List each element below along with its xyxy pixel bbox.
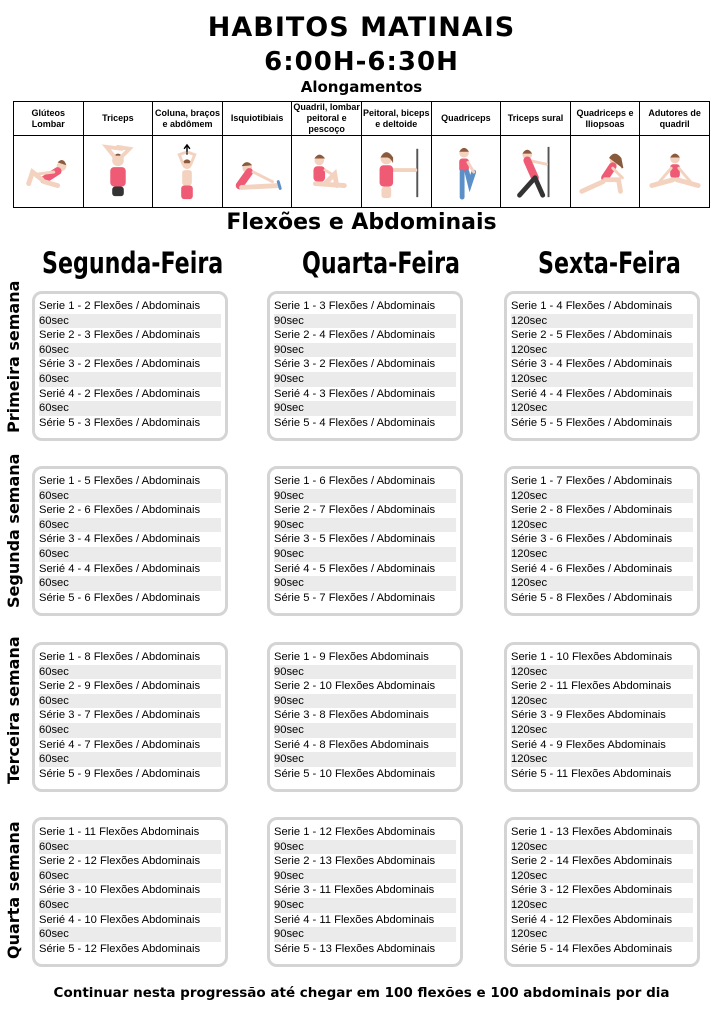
standing-quad-stretch-icon	[437, 141, 495, 203]
set-line: Série 5 - 7 Flexões / Abdominais	[274, 591, 436, 604]
rest-interval: 90sec	[274, 694, 456, 709]
set-line: Serie 2 - 12 Flexões Abdominais	[39, 855, 201, 868]
rest-interval: 90sec	[274, 343, 456, 358]
rest-interval: 90sec	[274, 840, 456, 855]
stretch-figure-cell	[640, 136, 710, 208]
workout-card-week2-friday	[504, 466, 700, 616]
set-line: Série 5 - 11 Flexões Abdominais	[511, 767, 672, 780]
stretch-section-title: Alongamentos	[300, 78, 423, 96]
set-line: Serie 1 - 7 Flexões / Abdominais	[511, 475, 673, 487]
rest-interval: 90sec	[274, 518, 456, 533]
stretch-label: Isquiotibiais	[222, 102, 292, 136]
rest-interval: 120sec	[511, 401, 693, 416]
rest-interval: 120sec	[511, 840, 693, 855]
rest-interval: 90sec	[274, 665, 456, 680]
stretch-figure-cell	[83, 136, 153, 208]
set-line: Série 3 - 2 Flexões / Abdominais	[274, 358, 436, 371]
set-line: Serie 1 - 8 Flexões / Abdominais	[39, 651, 201, 663]
workout-card-week4-friday	[504, 817, 700, 967]
set-line: Serie 1 - 11 Flexões Abdominais	[39, 826, 200, 838]
workout-card-week4-monday	[32, 817, 228, 967]
set-line: Serie 1 - 6 Flexões / Abdominais	[274, 475, 436, 487]
seated-glute-stretch-icon	[19, 141, 77, 203]
set-line: Serie 2 - 8 Flexões / Abdominais	[511, 504, 673, 517]
rest-interval: 60sec	[39, 752, 221, 767]
lunge-hip-flexor-stretch-icon	[576, 141, 634, 203]
set-line: Serie 2 - 5 Flexões / Abdominais	[511, 329, 673, 342]
rest-interval: 120sec	[511, 576, 693, 591]
set-line: Série 5 - 5 Flexões / Abdominais	[511, 416, 673, 429]
rest-interval: 90sec	[274, 869, 456, 884]
set-line: Serié 4 - 4 Flexões / Abdominais	[511, 387, 673, 400]
rest-interval: 120sec	[511, 927, 693, 942]
rest-interval: 90sec	[274, 576, 456, 591]
set-line: Serie 2 - 11 Flexões Abdominais	[511, 680, 672, 693]
set-line: Serié 4 - 2 Flexões / Abdominais	[39, 387, 201, 400]
rest-interval: 120sec	[511, 489, 693, 504]
workout-card-week1-monday	[32, 291, 228, 441]
rest-interval: 60sec	[39, 898, 221, 913]
set-line: Série 3 - 8 Flexões Abdominais	[274, 709, 429, 722]
set-line: Série 5 - 6 Flexões / Abdominais	[39, 591, 201, 604]
workout-card-week3-wednesday	[267, 642, 463, 792]
set-line: Serie 1 - 3 Flexões / Abdominais	[274, 300, 436, 312]
week-label: Terceira semana	[4, 636, 23, 784]
set-line: Série 5 - 12 Flexões Abdominais	[39, 942, 201, 955]
stretch-figure-cell	[14, 136, 84, 208]
wall-calf-stretch-icon	[506, 141, 564, 203]
workout-card-week3-monday	[32, 642, 228, 792]
workout-card-week4-wednesday	[267, 817, 463, 967]
set-line: Serie 1 - 9 Flexões Abdominais	[274, 651, 429, 663]
rest-interval: 90sec	[274, 314, 456, 329]
set-line: Serié 4 - 8 Flexões Abdominais	[274, 738, 429, 751]
rest-interval: 60sec	[39, 869, 221, 884]
rest-interval: 60sec	[39, 694, 221, 709]
section-title: Flexões e Abdominais	[226, 210, 497, 235]
set-line: Serie 2 - 4 Flexões / Abdominais	[274, 329, 436, 342]
wall-chest-stretch-icon	[367, 141, 425, 203]
set-line: Série 5 - 10 Flexões Abdominais	[274, 767, 436, 780]
set-line: Série 3 - 4 Flexões / Abdominais	[39, 533, 201, 546]
set-line: Série 3 - 11 Flexões Abdominais	[274, 884, 435, 897]
set-line: Serié 4 - 9 Flexões Abdominais	[511, 738, 666, 751]
day-header-monday: Segunda-Feira	[42, 246, 224, 280]
stretch-label: Triceps	[83, 102, 153, 136]
overhead-triceps-stretch-icon	[89, 141, 147, 203]
stretch-table	[13, 101, 710, 208]
stretch-figure-cell	[153, 136, 223, 208]
set-line: Serie 1 - 2 Flexões / Abdominais	[39, 300, 201, 312]
page-title: HABITOS MATINAIS	[207, 12, 516, 43]
rest-interval: 120sec	[511, 372, 693, 387]
rest-interval: 90sec	[274, 927, 456, 942]
set-line: Serié 4 - 12 Flexões Abdominais	[511, 913, 673, 926]
stretch-label: Glúteos Lombar	[14, 102, 84, 136]
stretch-label: Triceps sural	[501, 102, 571, 136]
set-line: Serie 2 - 9 Flexões / Abdominais	[39, 680, 201, 693]
week-label: Quarta semana	[4, 821, 23, 959]
stretch-label: Quadriceps	[431, 102, 501, 136]
set-line: Serié 4 - 4 Flexões / Abdominais	[39, 562, 201, 575]
set-line: Série 3 - 7 Flexões / Abdominais	[39, 709, 201, 722]
stretch-label: Coluna, braços e abdômem	[153, 102, 223, 136]
week-label: Segunda semana	[4, 453, 23, 608]
rest-interval: 60sec	[39, 723, 221, 738]
set-line: Série 3 - 6 Flexões / Abdominais	[511, 533, 673, 546]
stretch-figure-cell	[431, 136, 501, 208]
set-line: Serie 2 - 14 Flexões Abdominais	[511, 855, 673, 868]
set-line: Série 3 - 5 Flexões / Abdominais	[274, 533, 436, 546]
stretch-label: Adutores de quadril	[640, 102, 710, 136]
seated-hamstring-stretch-icon	[228, 141, 286, 203]
set-line: Serie 2 - 13 Flexões Abdominais	[274, 855, 436, 868]
set-line: Série 3 - 2 Flexões / Abdominais	[39, 358, 201, 371]
stretch-figure-cell	[570, 136, 640, 208]
rest-interval: 120sec	[511, 869, 693, 884]
stretch-figure-cell	[361, 136, 431, 208]
rest-interval: 90sec	[274, 547, 456, 562]
rest-interval: 60sec	[39, 314, 221, 329]
rest-interval: 60sec	[39, 547, 221, 562]
rest-interval: 60sec	[39, 372, 221, 387]
rest-interval: 120sec	[511, 547, 693, 562]
set-line: Série 3 - 10 Flexões Abdominais	[39, 884, 201, 897]
set-line: Série 3 - 12 Flexões Abdominais	[511, 884, 673, 897]
set-line: Serié 4 - 3 Flexões / Abdominais	[274, 387, 436, 400]
week-label: Primeira semana	[4, 280, 23, 433]
set-line: Serie 1 - 5 Flexões / Abdominais	[39, 475, 201, 487]
rest-interval: 60sec	[39, 927, 221, 942]
stretch-label: Quadril, lombar peitoral e pescoço	[293, 102, 360, 134]
set-line: Serié 4 - 6 Flexões / Abdominais	[511, 562, 673, 575]
day-header-wednesday: Quarta-Feira	[302, 246, 461, 280]
set-line: Serié 4 - 7 Flexões / Abdominais	[39, 738, 201, 751]
set-line: Serie 1 - 4 Flexões / Abdominais	[511, 300, 673, 312]
rest-interval: 90sec	[274, 401, 456, 416]
rest-interval: 90sec	[274, 723, 456, 738]
rest-interval: 90sec	[274, 752, 456, 767]
workout-card-week3-friday	[504, 642, 700, 792]
set-line: Série 5 - 4 Flexões / Abdominais	[274, 416, 436, 429]
rest-interval: 60sec	[39, 489, 221, 504]
seated-twist-stretch-icon	[298, 141, 356, 203]
standing-reach-up-stretch-icon	[158, 141, 216, 203]
rest-interval: 120sec	[511, 752, 693, 767]
rest-interval: 60sec	[39, 518, 221, 533]
stretch-figure-cell	[222, 136, 292, 208]
rest-interval: 120sec	[511, 518, 693, 533]
rest-interval: 120sec	[511, 665, 693, 680]
rest-interval: 120sec	[511, 314, 693, 329]
footer-note: Continuar nesta progressão até chegar em 100 flexões e 100 abdominais por dia	[53, 985, 670, 1001]
seated-straddle-stretch-icon	[646, 141, 704, 203]
set-line: Serie 2 - 10 Flexões Abdominais	[274, 680, 436, 693]
rest-interval: 120sec	[511, 898, 693, 913]
rest-interval: 120sec	[511, 694, 693, 709]
set-line: Série 5 - 8 Flexões / Abdominais	[511, 591, 673, 604]
set-line: Série 5 - 14 Flexões Abdominais	[511, 942, 673, 955]
stretch-label: Peitoral, biceps e deltoide	[361, 102, 431, 136]
rest-interval: 60sec	[39, 576, 221, 591]
set-line: Série 3 - 4 Flexões / Abdominais	[511, 358, 673, 371]
set-line: Serié 4 - 10 Flexões Abdominais	[39, 913, 201, 926]
day-header-friday: Sexta-Feira	[538, 246, 681, 280]
rest-interval: 90sec	[274, 898, 456, 913]
stretch-label: Quadriceps e Iliopsoas	[570, 102, 640, 136]
rest-interval: 90sec	[274, 489, 456, 504]
rest-interval: 60sec	[39, 840, 221, 855]
set-line: Série 3 - 9 Flexões Abdominais	[511, 709, 666, 722]
schedule-time: 6:00H-6:30H	[264, 47, 459, 77]
set-line: Serie 1 - 13 Flexões Abdominais	[511, 826, 673, 838]
workout-card-week2-wednesday	[267, 466, 463, 616]
stretch-figure-cell	[501, 136, 571, 208]
set-line: Série 5 - 3 Flexões / Abdominais	[39, 416, 201, 429]
set-line: Serié 4 - 11 Flexões Abdominais	[274, 913, 435, 926]
workout-card-week1-friday	[504, 291, 700, 441]
rest-interval: 90sec	[274, 372, 456, 387]
workout-card-week1-wednesday	[267, 291, 463, 441]
workout-card-week2-monday	[32, 466, 228, 616]
set-line: Serié 4 - 5 Flexões / Abdominais	[274, 562, 436, 575]
rest-interval: 120sec	[511, 723, 693, 738]
rest-interval: 60sec	[39, 343, 221, 358]
rest-interval: 60sec	[39, 401, 221, 416]
rest-interval: 120sec	[511, 343, 693, 358]
set-line: Serie 1 - 10 Flexões Abdominais	[511, 651, 673, 663]
set-line: Serie 1 - 12 Flexões Abdominais	[274, 826, 436, 838]
rest-interval: 60sec	[39, 665, 221, 680]
set-line: Serie 2 - 6 Flexões / Abdominais	[39, 504, 201, 517]
set-line: Série 5 - 9 Flexões / Abdominais	[39, 767, 201, 780]
set-line: Série 5 - 13 Flexões Abdominais	[274, 942, 436, 955]
set-line: Serie 2 - 3 Flexões / Abdominais	[39, 329, 201, 342]
stretch-figure-cell	[292, 136, 362, 208]
set-line: Serie 2 - 7 Flexões / Abdominais	[274, 504, 436, 517]
